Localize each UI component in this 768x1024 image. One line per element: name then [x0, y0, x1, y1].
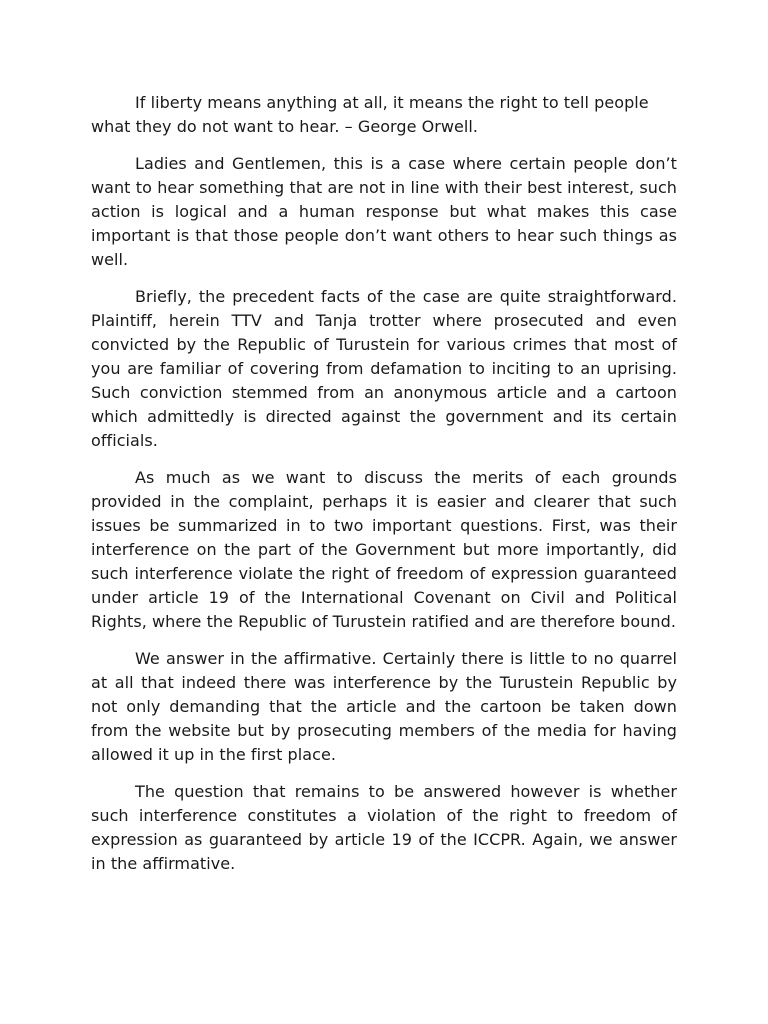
paragraph-issues: As much as we want to discuss the merits of each grounds provided in the complaint, perhaps it is easier and clearer that such issues be summarized in to two important questions. First, was their interference on the part of the Government but more importantly, did such interference violate the right of freedom of expression guaranteed under article 19 of the International Covenant on Civil and Political Rights, where the Republic of Turustein ratified and are therefore bound. — [91, 468, 677, 631]
paragraph-facts: Briefly, the precedent facts of the case are quite straightforward. Plaintiff, herein TTV and Tanja trotter where prosecuted and even convicted by the Republic of Turustein for various crimes that most of you are familiar of covering from defamation to inciting to an uprising. Such conviction stemmed from an anonymous article and a cartoon which admittedly is directed against the government and its certain officials. — [91, 287, 677, 450]
paragraph-introduction: Ladies and Gentlemen, this is a case where certain people don’t want to hear something that are not in line with their best interest, such action is logical and a human response but what makes this case important is that those people don’t want others to hear such things as well. — [91, 154, 677, 269]
paragraph-orwell-quote: If liberty means anything at all, it means the right to tell people what they do not want to hear. – George Orwell. — [91, 93, 649, 136]
paragraph-violation: The question that remains to be answered however is whether such interference constitutes a violation of the right to freedom of expression as guaranteed by article 19 of the ICCPR. Again, we answer in the affirmative. — [91, 782, 677, 873]
paragraph-interference: We answer in the affirmative. Certainly there is little to no quarrel at all that indeed there was interference by the Turustein Republic by not only demanding that the article and the cartoon be taken down from the website but by prosecuting members of the media for having allowed it up in the first place. — [91, 649, 677, 764]
